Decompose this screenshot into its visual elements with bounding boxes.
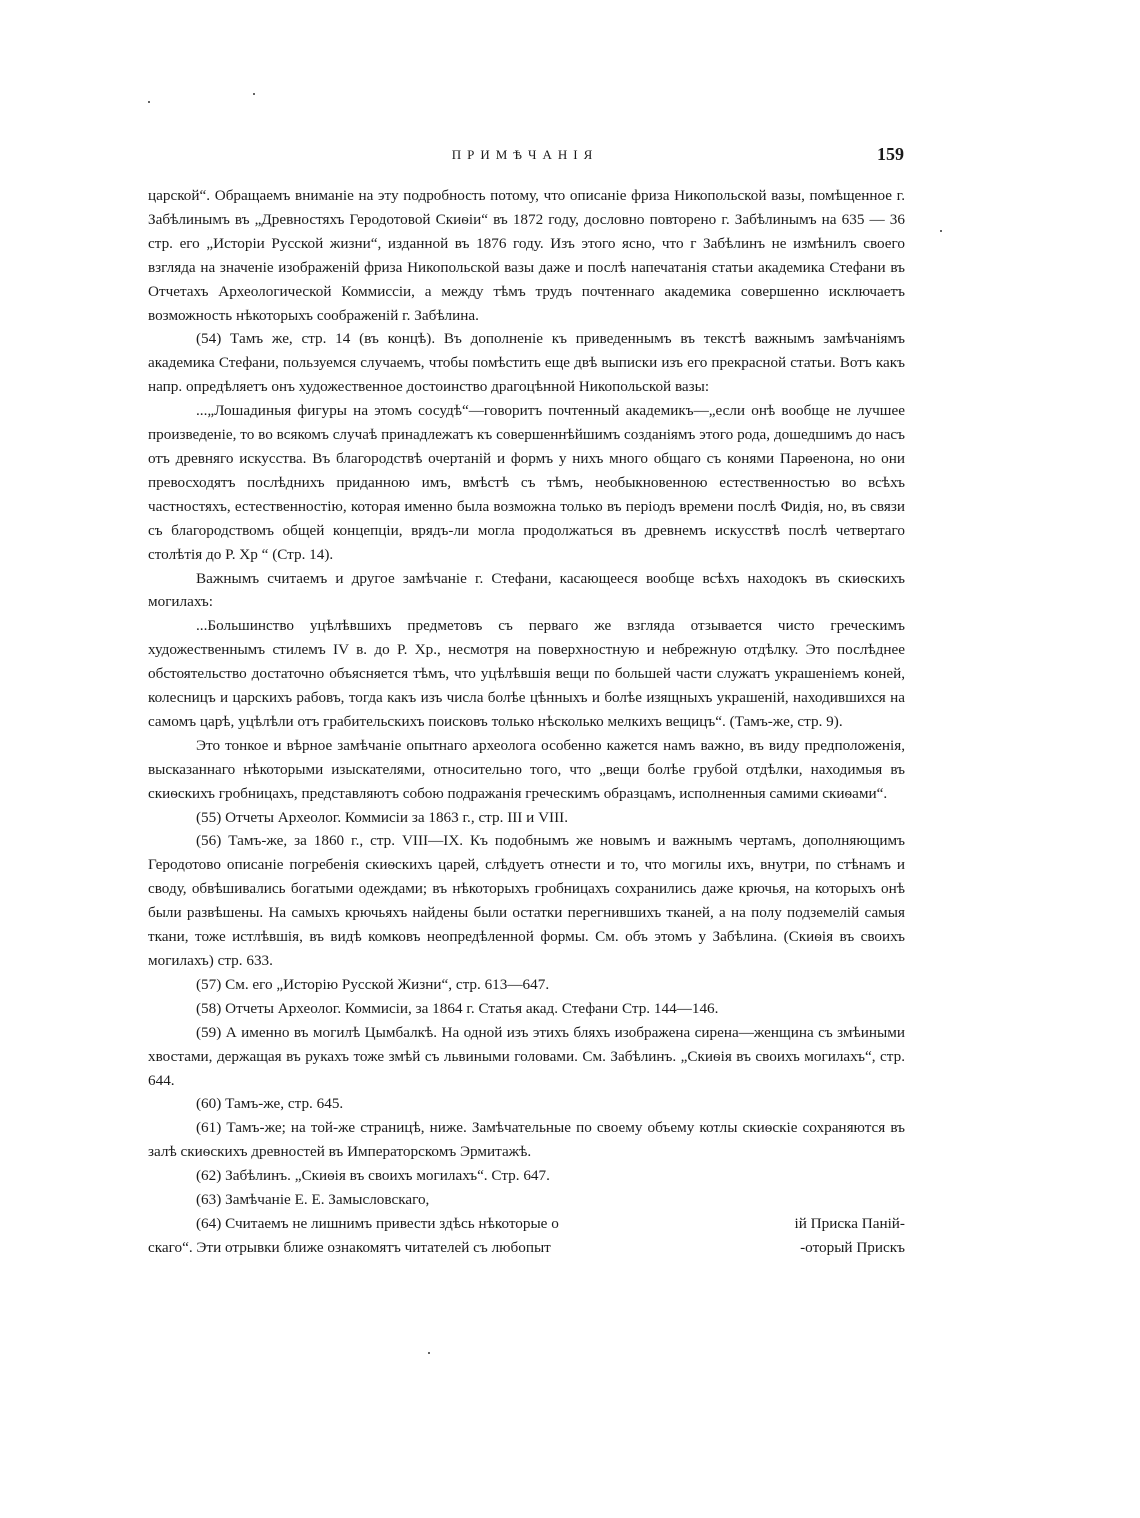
note-64-line-2-left: скаго“. Эти отрывки ближе ознакомятъ читателей съ любопыт [148, 1238, 551, 1256]
note-64-line-2-right: -оторый Прискъ [800, 1238, 905, 1256]
quote-stefani-finds: ...Большинство уцѣлѣвшихъ предметовъ съ перваго же взгляда отзывается чисто греческимъ художественнымъ стилемъ IV в. до Р. Хр., несмотря на поверхностную и небрежную отдѣлку. Это послѣднее обстоятельство достаточно объясняется тѣмъ, что уцѣлѣвшія вещи по большей части служатъ украшеніемъ коней, колесницъ и царскихъ рабовъ, тогда какъ изъ числа болѣе цѣнныхъ и болѣе изящныхъ украшеній, находившихся на самомъ царѣ, уцѣлѣли отъ грабительскихъ поисковъ только нѣсколько мелкихъ вещицъ“. (Тамъ-же, стр. 9). [148, 617, 905, 730]
note-60: (60) Тамъ-же, стр. 645. [196, 1095, 344, 1113]
scan-speck [940, 230, 942, 232]
note-62: (62) Забѣлинъ. „Скиѳія въ своихъ могилахъ“. Стр. 647. [196, 1167, 550, 1185]
scan-speck [148, 101, 150, 103]
page-number: 159 [877, 144, 904, 164]
scan-speck [428, 1352, 430, 1354]
note-64-line-2 [148, 1236, 905, 1260]
note-64-line-1-right: ій Приска Паній- [794, 1214, 905, 1232]
note-61: (61) Тамъ-же; на той-же страницѣ, ниже. Замѣчательные по своему объему котлы скиѳскіе сохраняются въ залѣ скиѳскихъ древностей въ Императорскомъ Эрмитажѣ. [148, 1119, 905, 1161]
note-57: (57) См. его „Исторію Русской Жизни“, стр. 613—647. [196, 975, 550, 993]
note-63: (63) Замѣчаніе Е. Е. Замысловскаго, [196, 1191, 430, 1209]
running-header: ПРИМѢЧАНІЯ [451, 147, 599, 162]
note-58: (58) Отчеты Археолог. Коммисіи, за 1864 г. Статья акад. Стефани Стр. 144—146. [196, 999, 719, 1017]
note-59: (59) А именно въ могилѣ Цымбалкѣ. На одной изъ этихъ бляхъ изображена сирена—женщина съ змѣиными хвостами, держащая въ рукахъ тоже змѣй съ львиными головами. См. Забѣлинъ. „Скиѳія въ своихъ могилахъ“, стр. 644. [148, 1023, 905, 1089]
paragraph-continuation: царской“. Обращаемъ вниманіе на эту подробность потому, что описаніе фриза Никопольской вазы, помѣщенное г. Забѣлинымъ въ „Древностяхъ Геродотовой Скиѳіи“ въ 1872 году, дословно повторено г. Забѣлинымъ на 635 — 36 стр. его „Исторіи Русской жизни“, изданной въ 1876 году. Изъ этого ясно, что г Забѣлинъ не измѣнилъ своего взгляда на значеніе изображеній фриза Никопольской вазы даже и послѣ напечатанія статьи академика Стефани въ Отчетахъ Археологической Коммиссіи, а между тѣмъ трудъ почтеннаго академика совершенно исключаетъ возможность нѣкоторыхъ соображеній г. Забѣлина. [148, 187, 905, 324]
note-56: (56) Тамъ-же, за 1860 г., стр. VIII—IX. Къ подобнымъ же новымъ и важнымъ чертамъ, дополняющимъ Геродотово описаніе погребенія скиѳскихъ царей, слѣдуетъ отнести и то, что могилы ихъ, внутри, по стѣнамъ и своду, обвѣшивались богатыми одеждами; въ нѣкоторыхъ гробницахъ сохранились даже крючья, на которыхъ онѣ были развѣшены. На самыхъ крючьяхъ найдены были остатки перегнившихъ тканей, а на полу подземелій самыя ткани, тоже истлѣвшія, въ видѣ комковъ неопредѣленной формы. См. объ этомъ у Забѣлина. (Скиѳія въ своихъ могилахъ) стр. 633. [148, 832, 905, 969]
page-body [148, 184, 905, 1260]
paragraph-commentary: Это тонкое и вѣрное замѣчаніе опытнаго археолога особенно кажется намъ важно, въ виду предположенія, высказаннаго нѣкоторыми изыскателями, относительно того, что „вещи болѣе грубой отдѣлки, находимыя въ скиѳскихъ гробницахъ, представляютъ собою подражанія греческимъ образцамъ, исполненныя самими скиѳами“. [148, 736, 905, 802]
paragraph-second-remark: Важнымъ считаемъ и другое замѣчаніе г. Стефани, касающееся вообще всѣхъ находокъ въ скиѳскихъ могилахъ: [148, 569, 905, 611]
note-55: (55) Отчеты Археолог. Коммисіи за 1863 г., стр. III и VIII. [196, 808, 569, 826]
scan-speck [253, 93, 255, 95]
note-64-line-1 [148, 1212, 905, 1236]
quote-stefani-horses: ...„Лошадиныя фигуры на этомъ сосудѣ“—говоритъ почтенный академикъ—„если онѣ вообще не лучшее произведеніе, то во всякомъ случаѣ принадлежатъ къ совершеннѣйшимъ созданіямъ этого рода, дошедшимъ до насъ отъ древняго искусства. Въ благородствѣ очертаній и формъ у нихъ много общаго съ конями Парѳенона, но они превосходятъ послѣднихъ приданною имъ, вмѣстѣ съ тѣмъ, необыкновенною естественностью во всѣхъ частностяхъ, естественностію, которая именно была возможна только въ періодъ времени послѣ Фидія, но, въ связи съ благородствомъ общей концепціи, врядъ-ли могла продолжаться въ древнемъ искусствѣ послѣ четвертаго столѣтія до Р. Хр “ (Стр. 14). [148, 402, 905, 563]
note-54: (54) Тамъ же, стр. 14 (въ концѣ). Въ дополненіе къ приведеннымъ въ текстѣ важнымъ замѣчаніямъ академика Стефани, пользуемся случаемъ, чтобы помѣстить еще двѣ выписки изъ его прекрасной статьи. Вотъ какъ напр. опредѣляетъ онъ художественное достоинство драгоцѣнной Никопольской вазы: [148, 330, 905, 396]
note-64-line-1-left: (64) Считаемъ не лишнимъ привести здѣсь нѣкоторые о [196, 1214, 559, 1232]
